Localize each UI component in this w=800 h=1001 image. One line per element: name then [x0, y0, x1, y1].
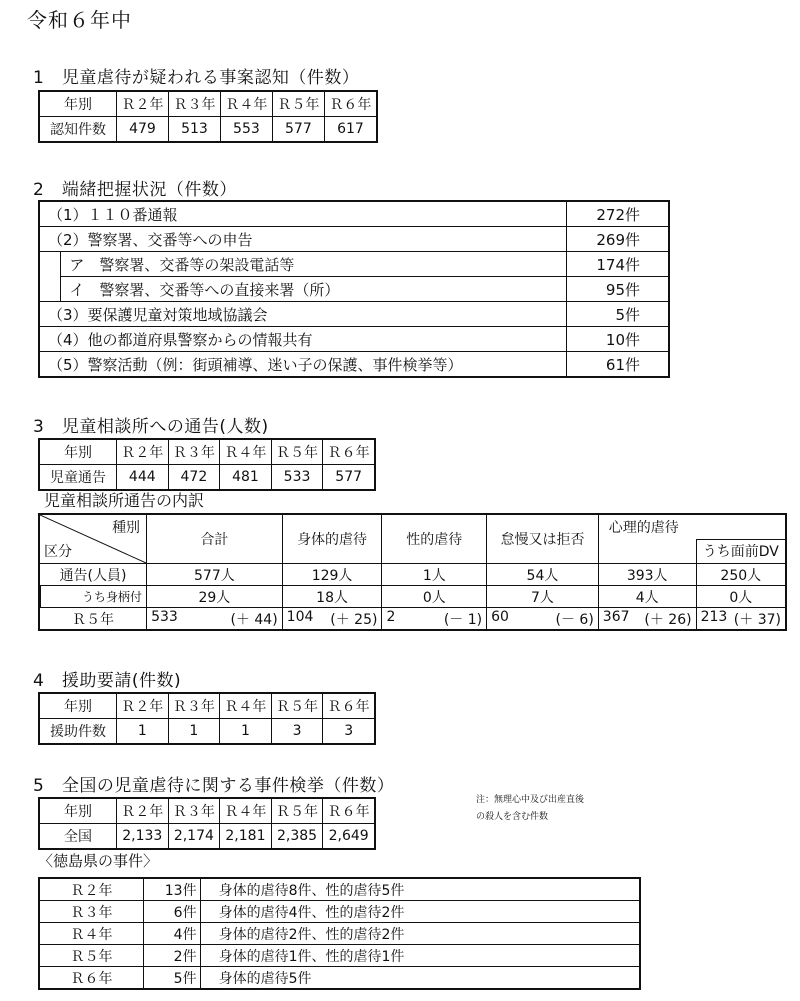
- indent-cell: [39, 252, 61, 277]
- count-cell: 13件: [144, 878, 201, 901]
- footnote: 注：無理心中及び出産直後の殺人を含む件数: [476, 795, 585, 822]
- col-header: Ｒ３年: [168, 693, 220, 719]
- row-label: うち身柄付: [39, 586, 147, 608]
- section-3-title: 3 児童相談所への通告(人数): [33, 417, 269, 437]
- corner-bottom-label: 区分: [44, 544, 72, 560]
- table-row: [39, 719, 375, 745]
- col-header: Ｒ３年: [168, 91, 220, 117]
- table-cell: 2,649: [323, 824, 375, 850]
- count-cell: 6件: [144, 901, 201, 923]
- col-header: 身体的虐待: [282, 514, 382, 564]
- col-header: Ｒ２年: [117, 798, 169, 824]
- diff: (＋ 26): [644, 611, 692, 628]
- table-header-row: [39, 514, 786, 539]
- table-cell: 393人: [598, 564, 696, 586]
- table-header-row: [39, 798, 375, 824]
- table-row: [39, 586, 786, 608]
- col-header: 合計: [147, 514, 283, 564]
- table-cell: 2,385: [271, 824, 323, 850]
- col-header: Ｒ５年: [271, 439, 323, 465]
- table-cell: 3: [323, 719, 375, 745]
- detail-cell: 身体的虐待5件: [200, 967, 640, 990]
- value: 60: [491, 608, 509, 625]
- table-cell: 479: [117, 117, 169, 143]
- year-cell: Ｒ３年: [39, 901, 144, 923]
- table-cell: 7人: [487, 586, 599, 608]
- table-cell: 513: [168, 117, 220, 143]
- detail-cell: 身体的虐待4件、性的虐待2件: [200, 901, 640, 923]
- table-header-row: [39, 91, 377, 117]
- table-row: [39, 824, 375, 850]
- col-header: Ｒ６年: [324, 91, 377, 117]
- col-header: Ｒ２年: [117, 439, 169, 465]
- table-header-row: [39, 693, 375, 719]
- table-cell: [598, 608, 696, 631]
- col-header: 年別: [39, 693, 117, 719]
- table-cell: 2,133: [117, 824, 169, 850]
- table-cell: 577人: [147, 564, 283, 586]
- row-label: 通告(人員): [39, 564, 147, 586]
- table-cell: 5件: [566, 302, 669, 327]
- row-label: （3）要保護児童対策地域協議会: [39, 302, 566, 327]
- table-cell: 472: [168, 465, 220, 491]
- detail-cell: 身体的虐待1件、性的虐待1件: [200, 945, 640, 967]
- table-cell: 617: [324, 117, 377, 143]
- value: 104: [286, 608, 314, 625]
- table-cell: 1: [220, 719, 272, 745]
- table-cell: 18人: [282, 586, 382, 608]
- col-header: うち面前DV: [696, 539, 786, 563]
- table-cell: 10件: [566, 327, 669, 352]
- detail-cell: 身体的虐待2件、性的虐待2件: [200, 923, 640, 945]
- col-header: Ｒ３年: [168, 439, 220, 465]
- table-cell: [382, 608, 487, 631]
- table-cell: 272件: [566, 201, 669, 227]
- col-header: 性的虐待: [382, 514, 487, 564]
- indent-cell: [39, 277, 61, 302]
- table-row: [39, 117, 377, 143]
- table-row: [39, 564, 786, 586]
- section-4-title: 4 援助要請(件数): [33, 671, 182, 691]
- section-2-title: 2 端緒把握状況（件数）: [33, 180, 237, 200]
- detail-cell: 身体的虐待8件、性的虐待5件: [200, 878, 640, 901]
- row-label: 児童通告: [39, 465, 117, 491]
- table-cell: 533: [271, 465, 323, 491]
- table-row: [39, 352, 669, 378]
- row-label: （1）１１０番通報: [39, 201, 566, 227]
- col-header: Ｒ２年: [117, 91, 169, 117]
- table-row: [39, 327, 669, 352]
- section-5-title: 5 全国の児童虐待に関する事件検挙（件数）: [33, 776, 395, 796]
- table-cell: 129人: [282, 564, 382, 586]
- table-row: [39, 608, 786, 631]
- table-cell: 3: [271, 719, 323, 745]
- table-cell: 95件: [566, 277, 669, 302]
- col-header: Ｒ４年: [220, 798, 272, 824]
- table-cell: [147, 608, 283, 631]
- table-cell: 1人: [382, 564, 487, 586]
- value: 533: [151, 608, 178, 625]
- table-row: [39, 923, 640, 945]
- table-cell: 54人: [487, 564, 599, 586]
- page-title: 令和６年中: [27, 8, 132, 32]
- table-cell: 553: [220, 117, 272, 143]
- table-cell: 1: [168, 719, 220, 745]
- table-cell: 577: [272, 117, 324, 143]
- col-header: Ｒ４年: [220, 439, 272, 465]
- section-1-title: 1 児童虐待が疑われる事案認知（件数）: [33, 68, 360, 88]
- table-cell: 29人: [147, 586, 283, 608]
- value: 2: [386, 608, 396, 625]
- row-label: 認知件数: [39, 117, 117, 143]
- row-label: イ 警察署、交番等への直接来署（所）: [61, 277, 567, 302]
- row-label: 全国: [39, 824, 117, 850]
- col-header: Ｒ５年: [271, 798, 323, 824]
- corner-cell: [39, 514, 147, 564]
- col-header: Ｒ６年: [323, 798, 375, 824]
- table-row: [39, 277, 669, 302]
- diff: (＋ 25): [330, 611, 378, 628]
- col-header: Ｒ５年: [271, 693, 323, 719]
- table-cell: 0人: [382, 586, 487, 608]
- corner-top-label: 種別: [112, 520, 141, 536]
- value: 367: [602, 608, 630, 625]
- year-cell: Ｒ２年: [39, 878, 144, 901]
- count-cell: 4件: [144, 923, 201, 945]
- year-cell: Ｒ５年: [39, 945, 144, 967]
- breakdown-table: [38, 513, 787, 631]
- national-table: [38, 797, 376, 850]
- row-label: （5）警察活動（例：街頭補導、迷い子の保護、事件検挙等）: [39, 352, 566, 378]
- table-row: [39, 945, 640, 967]
- col-header: 年別: [39, 798, 117, 824]
- table-row: [39, 465, 375, 491]
- table-cell: 444: [117, 465, 169, 491]
- diff: (－ 1): [443, 611, 483, 628]
- diff: (－ 6): [555, 611, 594, 628]
- row-label: Ｒ５年: [39, 608, 147, 631]
- breakdown-title: 児童相談所通告の内訳: [44, 491, 205, 510]
- table-cell: [696, 608, 786, 631]
- table-cell: 481: [220, 465, 272, 491]
- col-header: Ｒ６年: [323, 439, 375, 465]
- row-label: （2）警察署、交番等への申告: [39, 227, 566, 252]
- table-cell: 250人: [696, 564, 786, 586]
- table-row: [39, 901, 640, 923]
- table-header-row: [39, 439, 375, 465]
- diff: (＋ 37): [733, 611, 781, 628]
- col-header: Ｒ５年: [272, 91, 324, 117]
- table-row: [39, 252, 669, 277]
- col-header: 年別: [39, 439, 117, 465]
- value: 213: [700, 608, 728, 625]
- col-header: Ｒ６年: [323, 693, 375, 719]
- col-header: Ｒ２年: [117, 693, 169, 719]
- table-row: [39, 878, 640, 901]
- table-cell: 0人: [696, 586, 786, 608]
- tokushima-cases-table: [38, 877, 641, 990]
- table-cell: [487, 608, 599, 631]
- row-label: （4）他の都道府県警察からの情報共有: [39, 327, 566, 352]
- col-header: Ｒ３年: [168, 798, 220, 824]
- detection-table: [38, 200, 670, 378]
- year-cell: Ｒ６年: [39, 967, 144, 990]
- referral-table: [38, 438, 376, 491]
- table-cell: 2,181: [220, 824, 272, 850]
- col-header: Ｒ４年: [220, 91, 272, 117]
- table-cell: 174件: [566, 252, 669, 277]
- table-cell: 61件: [566, 352, 669, 378]
- year-cell: Ｒ４年: [39, 923, 144, 945]
- count-cell: 5件: [144, 967, 201, 990]
- table-row: [39, 201, 669, 227]
- recognition-table: [38, 90, 378, 143]
- table-cell: [282, 608, 382, 631]
- table-cell: 577: [323, 465, 375, 491]
- table-row: [39, 227, 669, 252]
- col-header: Ｒ４年: [220, 693, 272, 719]
- table-cell: 1: [117, 719, 169, 745]
- spacer-cell: [598, 539, 696, 563]
- table-cell: 269件: [566, 227, 669, 252]
- assistance-table: [38, 692, 376, 745]
- col-header: 年別: [39, 91, 117, 117]
- diff: (＋ 44): [230, 611, 278, 628]
- table-cell: 4人: [598, 586, 696, 608]
- col-header: 心理的虐待: [598, 514, 786, 539]
- table-cell: 2,174: [168, 824, 220, 850]
- table-row: [39, 302, 669, 327]
- col-header: 怠慢又は拒否: [487, 514, 599, 564]
- tokushima-subtitle: 〈徳島県の事件〉: [38, 852, 159, 870]
- table-row: [39, 967, 640, 990]
- count-cell: 2件: [144, 945, 201, 967]
- row-label: ア 警察署、交番等の架設電話等: [61, 252, 567, 277]
- row-label: 援助件数: [39, 719, 117, 745]
